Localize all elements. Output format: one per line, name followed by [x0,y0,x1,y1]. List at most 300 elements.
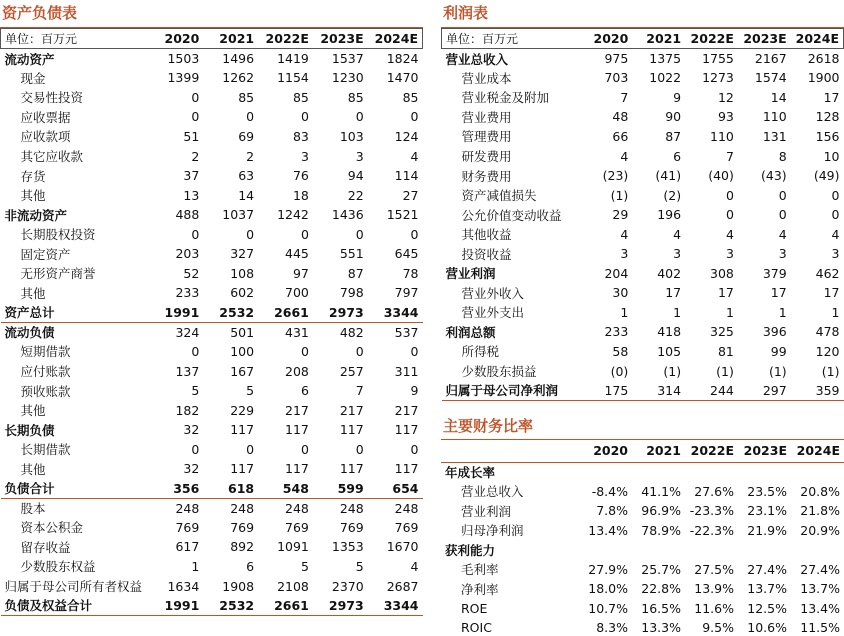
income-row [442,205,844,225]
ratios-cell: 12.5% [747,600,787,616]
income-header-row [442,29,844,49]
ratios-row-label: 营业利润 [461,503,512,519]
ratios-cell: 13.4% [800,600,840,616]
balance-cell: 6 [246,558,255,574]
balance-row-label: 留存收益 [20,539,71,555]
ratios-row [441,482,844,502]
balance-cell: 0 [191,441,200,457]
income-cell: 14 [770,89,787,105]
income-cell: 359 [815,382,840,398]
balance-cell: 0 [410,226,419,242]
balance-cell: 654 [392,480,419,496]
income-row-label: 少数股东损益 [461,364,537,380]
income-cell: 6 [673,148,682,164]
balance-cell: 797 [394,285,419,301]
balance-cell: 233 [175,285,200,301]
balance-cell: 9 [410,383,419,399]
income-cell: 314 [657,382,682,398]
ratios-cell: 11.6% [694,600,734,616]
balance-cell: 1470 [386,70,419,86]
income-cell: 17 [665,285,682,301]
ratios-row-label: 净利率 [461,581,499,597]
balance-cell: 182 [175,402,200,418]
balance-cell: 217 [339,402,364,418]
ratios-cell: 8.3% [596,620,628,635]
income-cell: (2) [663,187,682,203]
balance-cell: 1242 [277,207,309,223]
income-cell: 87 [665,128,682,144]
balance-cell: 117 [285,461,309,477]
income-cell: 2618 [807,51,840,67]
income-cell: 3 [778,246,787,262]
balance-row-label: 长期负债 [4,422,55,438]
income-cell: 0 [725,187,734,203]
income-row-label: 营业外收入 [461,285,525,301]
income-statement-table [441,28,844,401]
ratios-panel [441,414,844,636]
balance-cell: 108 [230,265,255,281]
ratios-header-row [441,440,844,462]
balance-row [1,224,423,244]
balance-cell: 2973 [328,597,364,613]
balance-row [1,166,423,186]
income-cell: 29 [612,207,629,223]
ratios-cell: 13.9% [694,581,734,597]
ratios-cell [738,462,791,482]
balance-cell: 2661 [274,597,309,613]
balance-row [1,518,423,538]
income-cell: 379 [762,265,787,281]
income-cell: 4 [831,226,840,242]
balance-cell: 0 [300,343,309,359]
right-column [441,0,844,635]
balance-row [1,303,423,323]
income-cell: 9 [673,89,682,105]
balance-sheet-body [1,49,423,616]
income-row-label: 所得税 [461,344,500,360]
balance-row-label: 无形资产商誉 [20,266,96,282]
balance-row [1,420,423,440]
balance-row [1,557,423,577]
balance-cell: 76 [292,168,309,184]
income-row-label: 利润总额 [445,324,496,340]
balance-row-label: 其他 [20,461,46,477]
ratios-cell: 78.9% [641,522,681,538]
balance-cell: 18 [292,187,309,203]
income-cell: 196 [657,207,682,223]
income-row [442,342,844,362]
income-cell: 478 [815,324,840,340]
income-row-label: 研发费用 [461,149,512,164]
income-cell: 17 [823,89,840,105]
balance-row-label: 预收账款 [20,383,71,399]
ratios-cell: 22.8% [641,581,681,597]
balance-row-label: 资产总计 [4,305,55,321]
income-cell: 2167 [754,51,787,67]
balance-cell: 2661 [274,304,309,320]
ratios-cell [685,540,738,560]
balance-cell: 117 [394,422,419,438]
income-cell: (40) [708,168,734,184]
income-cell: 120 [815,343,840,359]
balance-cell: 94 [347,168,364,184]
income-cell: 17 [717,285,734,301]
income-cell: 4 [778,226,787,242]
balance-cell: 324 [175,324,200,340]
balance-row-label: 其他 [20,188,46,204]
ratios-row [441,618,844,636]
ratios-cell: 23.1% [747,503,787,519]
income-cell: 0 [778,187,787,203]
income-statement-panel [441,0,844,401]
income-row [442,244,844,264]
income-cell: 1574 [754,70,787,86]
balance-cell: 248 [339,500,364,516]
income-statement-body [442,49,844,401]
balance-row-label: 交易性投资 [20,90,84,106]
balance-cell: 356 [173,480,200,496]
balance-cell: 798 [339,285,364,301]
ratios-cell [791,462,844,482]
balance-cell: 0 [246,109,255,125]
balance-cell: 1991 [164,597,200,613]
balance-cell: 1419 [277,51,309,67]
balance-cell: 1503 [167,51,200,67]
balance-cell: 0 [355,343,364,359]
balance-cell: 5 [355,558,364,574]
income-cell: 81 [717,343,734,359]
income-cell: 17 [770,285,787,301]
income-row [442,303,844,323]
balance-cell: 83 [292,128,309,144]
balance-row [1,264,423,284]
income-row [442,381,844,401]
income-cell: (41) [655,168,682,184]
balance-cell: 892 [230,539,255,555]
balance-row [1,68,423,88]
balance-cell: 85 [238,89,255,105]
balance-cell: 257 [339,363,364,379]
ratios-cell [685,462,738,482]
balance-row-label: 长期借款 [20,442,71,458]
balance-cell: 1091 [277,539,309,555]
balance-cell: 2973 [328,304,364,320]
income-row [442,361,844,381]
balance-cell: 0 [300,109,309,125]
balance-cell: 0 [355,109,364,125]
balance-cell: 2370 [331,578,364,594]
income-cell: 30 [612,285,629,301]
balance-row [1,400,423,420]
balance-cell: 4 [410,148,419,164]
balance-cell: 117 [230,422,255,438]
income-cell: 10 [823,148,840,164]
balance-cell: 769 [285,519,309,535]
ratios-row-label: ROE [461,600,488,616]
income-cell: 105 [657,343,682,359]
balance-cell: 1037 [222,207,255,223]
ratios-year-header: 2020 [579,440,632,462]
income-row [442,166,844,186]
balance-cell: 69 [238,128,255,144]
balance-cell: 1824 [386,51,419,67]
income-cell: 4 [620,148,629,164]
balance-cell: 769 [394,519,419,535]
ratios-table [441,440,844,636]
income-cell: 3 [725,246,734,262]
income-cell: 131 [762,128,787,144]
ratios-cell: 20.8% [800,483,840,499]
income-cell: 0 [725,207,734,223]
balance-row [1,127,423,147]
balance-cell: 0 [246,441,255,457]
balance-cell: 327 [230,246,255,262]
balance-header-row [1,29,423,49]
income-cell: (1) [716,363,734,379]
balance-row-label: 流动负债 [4,325,55,341]
ratios-cell: 23.5% [747,483,787,499]
balance-sheet-title: 资产负债表 [0,0,423,28]
balance-cell: 5 [191,383,200,399]
income-row [442,68,844,88]
balance-cell: 700 [285,285,309,301]
balance-cell: 551 [339,246,364,262]
balance-cell: 52 [183,265,200,281]
income-year-header: 2024E [795,31,839,46]
balance-cell: 0 [410,441,419,457]
balance-cell: 769 [339,519,364,535]
income-cell: 58 [612,343,629,359]
balance-row [1,576,423,596]
balance-year-header: 2022E [265,31,309,46]
ratios-row [441,560,844,580]
balance-year-header: 2024E [374,31,418,46]
ratios-cell: -23.3% [689,503,734,519]
balance-cell: 0 [410,109,419,125]
ratios-cell [579,462,632,482]
income-cell: (0) [610,363,629,379]
balance-cell: 2108 [277,578,309,594]
balance-row [1,596,423,616]
balance-row-label: 其他 [20,403,46,419]
income-row-label: 营业外支出 [461,305,525,321]
income-cell: 4 [620,226,629,242]
balance-cell: 4 [410,558,419,574]
balance-year-header: 2023E [320,31,364,46]
income-cell: 0 [831,187,840,203]
income-cell: 204 [604,265,629,281]
balance-row-label: 存货 [20,168,46,184]
income-row [442,185,844,205]
balance-row [1,439,423,459]
balance-row [1,342,423,362]
balance-row-label: 应付账款 [20,364,71,380]
ratios-cell: 13.7% [800,581,840,597]
ratios-cell: 13.7% [747,581,787,597]
balance-cell: 117 [339,422,364,438]
balance-cell: 2 [246,148,255,164]
balance-cell: 1908 [222,578,255,594]
income-row-label: 管理费用 [461,129,512,145]
income-cell: 99 [770,343,787,359]
income-cell: 297 [762,382,787,398]
income-unit-label: 单位：百万元 [446,32,519,46]
income-row [442,107,844,127]
balance-cell: 117 [394,461,419,477]
ratios-cell: 10.6% [747,620,787,635]
income-row-label: 其他收益 [461,227,512,243]
income-cell: 1 [673,304,682,320]
balance-cell: 51 [183,128,200,144]
balance-cell: 0 [191,226,200,242]
income-row-label: 财务费用 [461,168,512,184]
balance-cell: 548 [282,480,309,496]
balance-row-label: 归属于母公司所有者权益 [4,579,143,595]
ratios-year-header: 2021 [632,440,685,462]
income-year-header: 2022E [690,31,734,46]
income-row [442,127,844,147]
income-row-label: 公允价值变动收益 [461,207,562,223]
balance-cell: 103 [339,128,364,144]
balance-cell: 78 [402,265,419,281]
income-cell: 1 [620,304,629,320]
income-year-header: 2023E [743,31,787,46]
ratios-cell [738,540,791,560]
ratios-cell: 21.8% [800,503,840,519]
income-cell: 402 [657,265,682,281]
ratios-cell: -8.4% [591,483,628,499]
balance-row [1,322,423,342]
income-cell: 110 [762,109,787,125]
balance-cell: 2 [191,148,200,164]
balance-cell: 27 [402,187,419,203]
balance-unit-label: 单位：百万元 [5,32,78,46]
balance-cell: 0 [300,441,309,457]
balance-cell: 14 [238,187,255,203]
balance-cell: 1634 [167,578,200,594]
ratios-row [441,540,844,560]
income-cell: 156 [815,128,840,144]
balance-cell: 217 [394,402,419,418]
ratios-cell: 25.7% [641,561,681,577]
income-cell: 7 [620,89,629,105]
balance-cell: 97 [292,265,309,281]
balance-cell: 431 [285,324,309,340]
balance-cell: 1154 [277,70,309,86]
income-cell: (1) [821,363,840,379]
balance-row [1,244,423,264]
balance-row-label: 其它应收款 [20,149,84,164]
balance-cell: 32 [183,461,200,477]
balance-cell: 3344 [383,304,419,320]
balance-cell: 203 [175,246,200,262]
income-row [442,224,844,244]
balance-cell: 3 [355,148,364,164]
ratios-cell: 27.6% [694,483,734,499]
ratios-cell: 20.9% [800,522,840,538]
income-cell: (1) [610,187,629,203]
ratios-year-header: 2023E [738,440,791,462]
income-cell: 175 [604,382,629,398]
balance-cell: 208 [285,363,309,379]
balance-row-label: 固定资产 [20,246,71,262]
income-cell: 17 [823,285,840,301]
income-cell: (49) [813,168,840,184]
balance-row [1,88,423,108]
ratios-cell: 16.5% [641,600,681,616]
balance-cell: 1436 [331,207,364,223]
balance-cell: 2687 [386,578,419,594]
income-row [442,322,844,342]
ratios-title: 主要财务比率 [441,414,844,440]
balance-sheet-table [0,28,423,616]
balance-cell: 769 [175,519,200,535]
balance-cell: 85 [292,89,309,105]
ratios-cell [791,540,844,560]
income-cell: (43) [761,168,787,184]
balance-cell: 1537 [331,51,364,67]
income-cell: 418 [657,324,682,340]
balance-row-label: 应收款项 [20,129,71,145]
balance-cell: 1 [191,558,200,574]
income-cell: 3 [620,246,629,262]
ratios-cell: 21.9% [747,522,787,538]
balance-cell: 0 [410,343,419,359]
income-cell: 8 [778,148,787,164]
balance-row-label: 股本 [20,501,46,517]
income-cell: 4 [673,226,682,242]
balance-cell: 22 [347,187,364,203]
balance-cell: 63 [238,168,255,184]
balance-cell: 537 [394,324,419,340]
income-cell: (1) [663,363,682,379]
balance-row-label: 资本公积金 [20,520,84,536]
ratios-cell: 27.5% [694,561,734,577]
ratios-cell: -22.3% [689,522,734,538]
ratios-cell [632,462,685,482]
balance-cell: 114 [394,168,419,184]
income-cell: 3 [831,246,840,262]
income-year-header: 2021 [646,31,682,46]
balance-cell: 6 [300,383,309,399]
balance-row [1,185,423,205]
balance-row [1,146,423,166]
balance-cell: 0 [355,226,364,242]
income-cell: 48 [612,109,629,125]
ratios-row [441,599,844,619]
balance-cell: 0 [191,343,200,359]
income-cell: 3 [673,246,682,262]
balance-cell: 117 [230,461,255,477]
income-cell: 396 [762,324,787,340]
income-row [442,283,844,303]
ratios-row-label: 毛利率 [461,562,499,578]
ratios-cell [579,540,632,560]
balance-year-header: 2021 [219,31,255,46]
balance-row [1,479,423,499]
balance-cell: 599 [337,480,364,496]
income-cell: 1 [725,304,734,320]
ratios-year-header: 2022E [685,440,738,462]
ratios-cell: 96.9% [641,503,681,519]
balance-year-header: 2020 [164,31,200,46]
income-cell: 66 [612,128,629,144]
income-cell: 1 [831,304,840,320]
ratios-cell: 18.0% [588,581,628,597]
income-statement-title: 利润表 [441,0,844,28]
balance-cell: 248 [394,500,419,516]
ratios-row [441,521,844,541]
